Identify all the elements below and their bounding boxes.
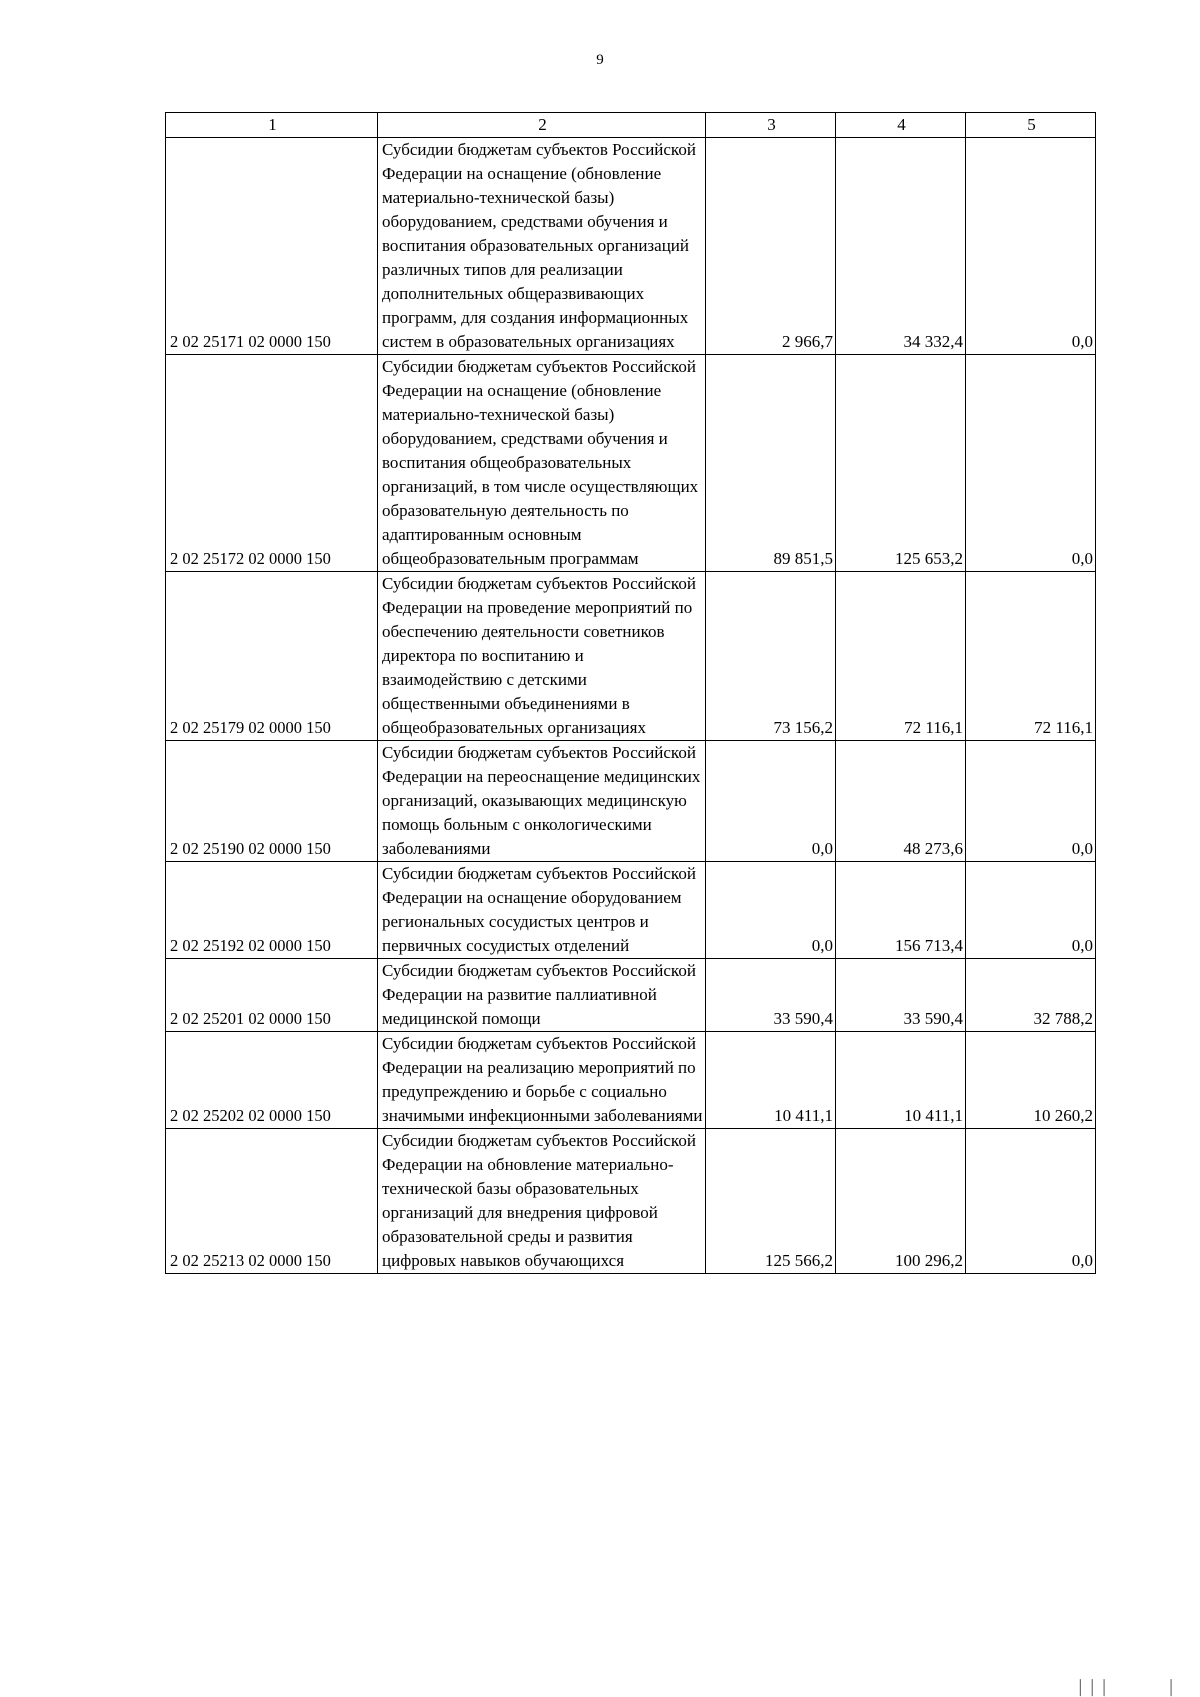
description-cell: Субсидии бюджетам субъектов Российской Федерации на реализацию мероприятий по предупреждению и борьбе с социально значимыми инфекционными заболеваниями (378, 1032, 706, 1129)
amount-col3-cell: 0,0 (706, 862, 836, 959)
table-row (166, 355, 1096, 572)
description-cell: Субсидии бюджетам субъектов Российской Федерации на проведение мероприятий по обеспечению деятельности советников директора по воспитанию и взаимодействию с детскими общественными объединениями в общеобразовательных организациях (378, 572, 706, 741)
description-cell: Субсидии бюджетам субъектов Российской Федерации на переоснащение медицинских организаций, оказывающих медицинскую помощь больным с онкологическими заболеваниями (378, 741, 706, 862)
description-cell: Субсидии бюджетам субъектов Российской Федерации на оснащение (обновление материально-технической базы) оборудованием, средствами обучения и воспитания образовательных организаций различных типов для реализации дополнительных общеразвивающих программ, для создания информационных систем в образовательных организациях (378, 138, 706, 355)
budget-code-cell: 2 02 25213 02 0000 150 (166, 1129, 378, 1274)
column-header-1: 1 (166, 113, 378, 138)
amount-col3-cell: 89 851,5 (706, 355, 836, 572)
amount-col3-cell: 125 566,2 (706, 1129, 836, 1274)
description-cell: Субсидии бюджетам субъектов Российской Федерации на оснащение оборудованием региональных сосудистых центров и первичных сосудистых отделений (378, 862, 706, 959)
amount-col4-cell: 34 332,4 (836, 138, 966, 355)
table-row (166, 1032, 1096, 1129)
amount-col5-cell: 0,0 (966, 355, 1096, 572)
amount-col5-cell: 0,0 (966, 138, 1096, 355)
description-cell: Субсидии бюджетам субъектов Российской Федерации на обновление материально-технической базы образовательных организаций для внедрения цифровой образовательной среды и развития цифровых навыков обучающихся (378, 1129, 706, 1274)
budget-revenue-table (165, 112, 1096, 1274)
amount-col5-cell: 0,0 (966, 1129, 1096, 1274)
amount-col3-cell: 0,0 (706, 741, 836, 862)
amount-col4-cell: 156 713,4 (836, 862, 966, 959)
column-header-2: 2 (378, 113, 706, 138)
column-header-5: 5 (966, 113, 1096, 138)
budget-code-cell: 2 02 25172 02 0000 150 (166, 355, 378, 572)
amount-col4-cell: 100 296,2 (836, 1129, 966, 1274)
description-cell: Субсидии бюджетам субъектов Российской Федерации на развитие паллиативной медицинской помощи (378, 959, 706, 1032)
budget-code-cell: 2 02 25201 02 0000 150 (166, 959, 378, 1032)
amount-col5-cell: 72 116,1 (966, 572, 1096, 741)
table-row (166, 959, 1096, 1032)
table-body (166, 138, 1096, 1274)
page-number: 9 (596, 52, 604, 68)
amount-col3-cell: 33 590,4 (706, 959, 836, 1032)
column-header-4: 4 (836, 113, 966, 138)
amount-col4-cell: 10 411,1 (836, 1032, 966, 1129)
description-cell: Субсидии бюджетам субъектов Российской Федерации на оснащение (обновление материально-технической базы) оборудованием, средствами обучения и воспитания общеобразовательных организаций, в том числе осуществляющих образовательную деятельность по адаптированным основным общеобразовательным программам (378, 355, 706, 572)
amount-col5-cell: 10 260,2 (966, 1032, 1096, 1129)
amount-col4-cell: 33 590,4 (836, 959, 966, 1032)
amount-col5-cell: 0,0 (966, 862, 1096, 959)
amount-col4-cell: 48 273,6 (836, 741, 966, 862)
budget-code-cell: 2 02 25192 02 0000 150 (166, 862, 378, 959)
budget-code-cell: 2 02 25171 02 0000 150 (166, 138, 378, 355)
amount-col4-cell: 72 116,1 (836, 572, 966, 741)
budget-code-cell: 2 02 25202 02 0000 150 (166, 1032, 378, 1129)
amount-col3-cell: 73 156,2 (706, 572, 836, 741)
table-row (166, 572, 1096, 741)
table-row (166, 1129, 1096, 1274)
amount-col3-cell: 2 966,7 (706, 138, 836, 355)
header-row (166, 113, 1096, 138)
amount-col5-cell: 0,0 (966, 741, 1096, 862)
scan-edge-marks: │││ │ (1075, 1681, 1178, 1696)
amount-col5-cell: 32 788,2 (966, 959, 1096, 1032)
budget-code-cell: 2 02 25179 02 0000 150 (166, 572, 378, 741)
amount-col4-cell: 125 653,2 (836, 355, 966, 572)
table-row (166, 138, 1096, 355)
table-header (166, 113, 1096, 138)
budget-code-cell: 2 02 25190 02 0000 150 (166, 741, 378, 862)
table-row (166, 862, 1096, 959)
amount-col3-cell: 10 411,1 (706, 1032, 836, 1129)
column-header-3: 3 (706, 113, 836, 138)
table-row (166, 741, 1096, 862)
